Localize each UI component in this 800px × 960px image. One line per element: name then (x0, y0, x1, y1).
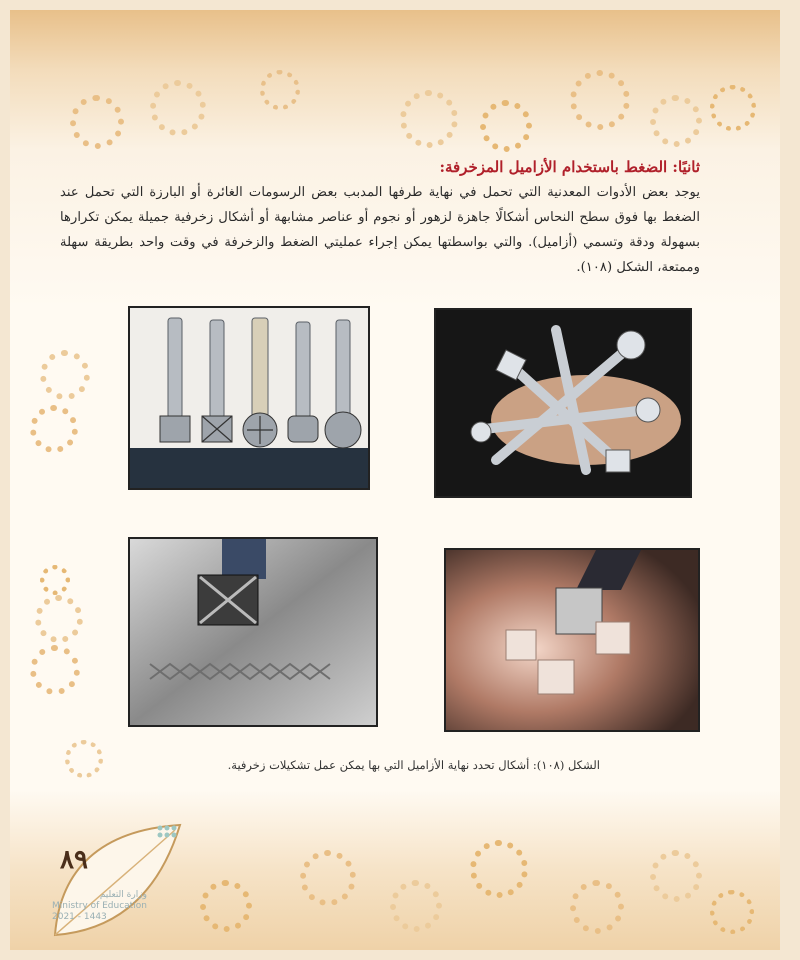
stamp-bundle-illustration (436, 310, 690, 496)
stamp-tools-illustration (130, 308, 368, 488)
decorative-flower-icon (710, 85, 756, 131)
decorative-flower-icon (70, 95, 124, 149)
figure-caption: الشكل (١٠٨): أشكال تحدد نهاية الأزاميل التي بها يمكن عمل تشكيلات زخرفية. (227, 758, 600, 772)
decorative-flower-icon (650, 850, 702, 902)
decorative-flower-icon (200, 880, 252, 932)
decorative-flower-icon (300, 850, 356, 906)
grid-stamp-illustration (446, 550, 698, 730)
decorative-flower-icon (480, 100, 532, 152)
decorative-flower-icon (570, 880, 624, 934)
photo-grid-stamp-on-copper (444, 548, 700, 732)
photo-x-stamp-on-foil (128, 537, 378, 727)
photo-stamp-tools-row (128, 306, 370, 490)
decorative-flower-icon (65, 740, 103, 778)
decorative-flower-icon (570, 70, 630, 130)
decorative-flower-icon (150, 80, 206, 136)
ministry-english: Ministry of Education (52, 901, 147, 911)
decorative-flower-icon (260, 70, 300, 110)
x-stamp-illustration (130, 539, 376, 725)
decorative-flower-icon (710, 890, 754, 934)
ministry-watermark (52, 890, 147, 923)
leaf-logo-icon (40, 810, 190, 950)
body-paragraph: يوجد بعض الأدوات المعدنية التي تحمل في نهاية طرفها المدبب بعض الرسومات الغائرة أو البارزة التي تحمل عند الضغط بها فوق سطح النحاس أشكالًا جاهزة لزهور أو نجوم أو عناصر مشابهة أو أشكال زخرفية جميلة يمكن تكرارها بسهولة ودقة وتسمي (أزاميل). والتي بواسطتها يمكن إجراء عمليتي الضغط والزخرفة في وقت واحد بطريقة سهلة وممتعة، الشكل (١٠٨). (60, 185, 700, 275)
decorative-flower-icon (30, 405, 78, 453)
section-heading: ثانيًا: الضغط باستخدام الأزاميل المزخرفة: (439, 158, 700, 176)
decorative-flower-icon (400, 90, 458, 148)
decorative-flower-icon (390, 880, 442, 932)
decorative-flower-icon (650, 95, 702, 147)
decorative-flower-icon (35, 595, 83, 643)
decorative-flower-icon (40, 350, 90, 400)
ministry-year: 2021 - 1443 (52, 912, 107, 922)
decorative-flower-icon (30, 645, 80, 695)
page (10, 10, 780, 950)
decorative-flower-icon (40, 565, 70, 595)
page-number: ٨٩ (60, 845, 88, 875)
photo-stamp-tools-bundle (434, 308, 692, 498)
decorative-flower-icon (470, 840, 528, 898)
ministry-arabic: وزارة التعليم (99, 890, 147, 900)
